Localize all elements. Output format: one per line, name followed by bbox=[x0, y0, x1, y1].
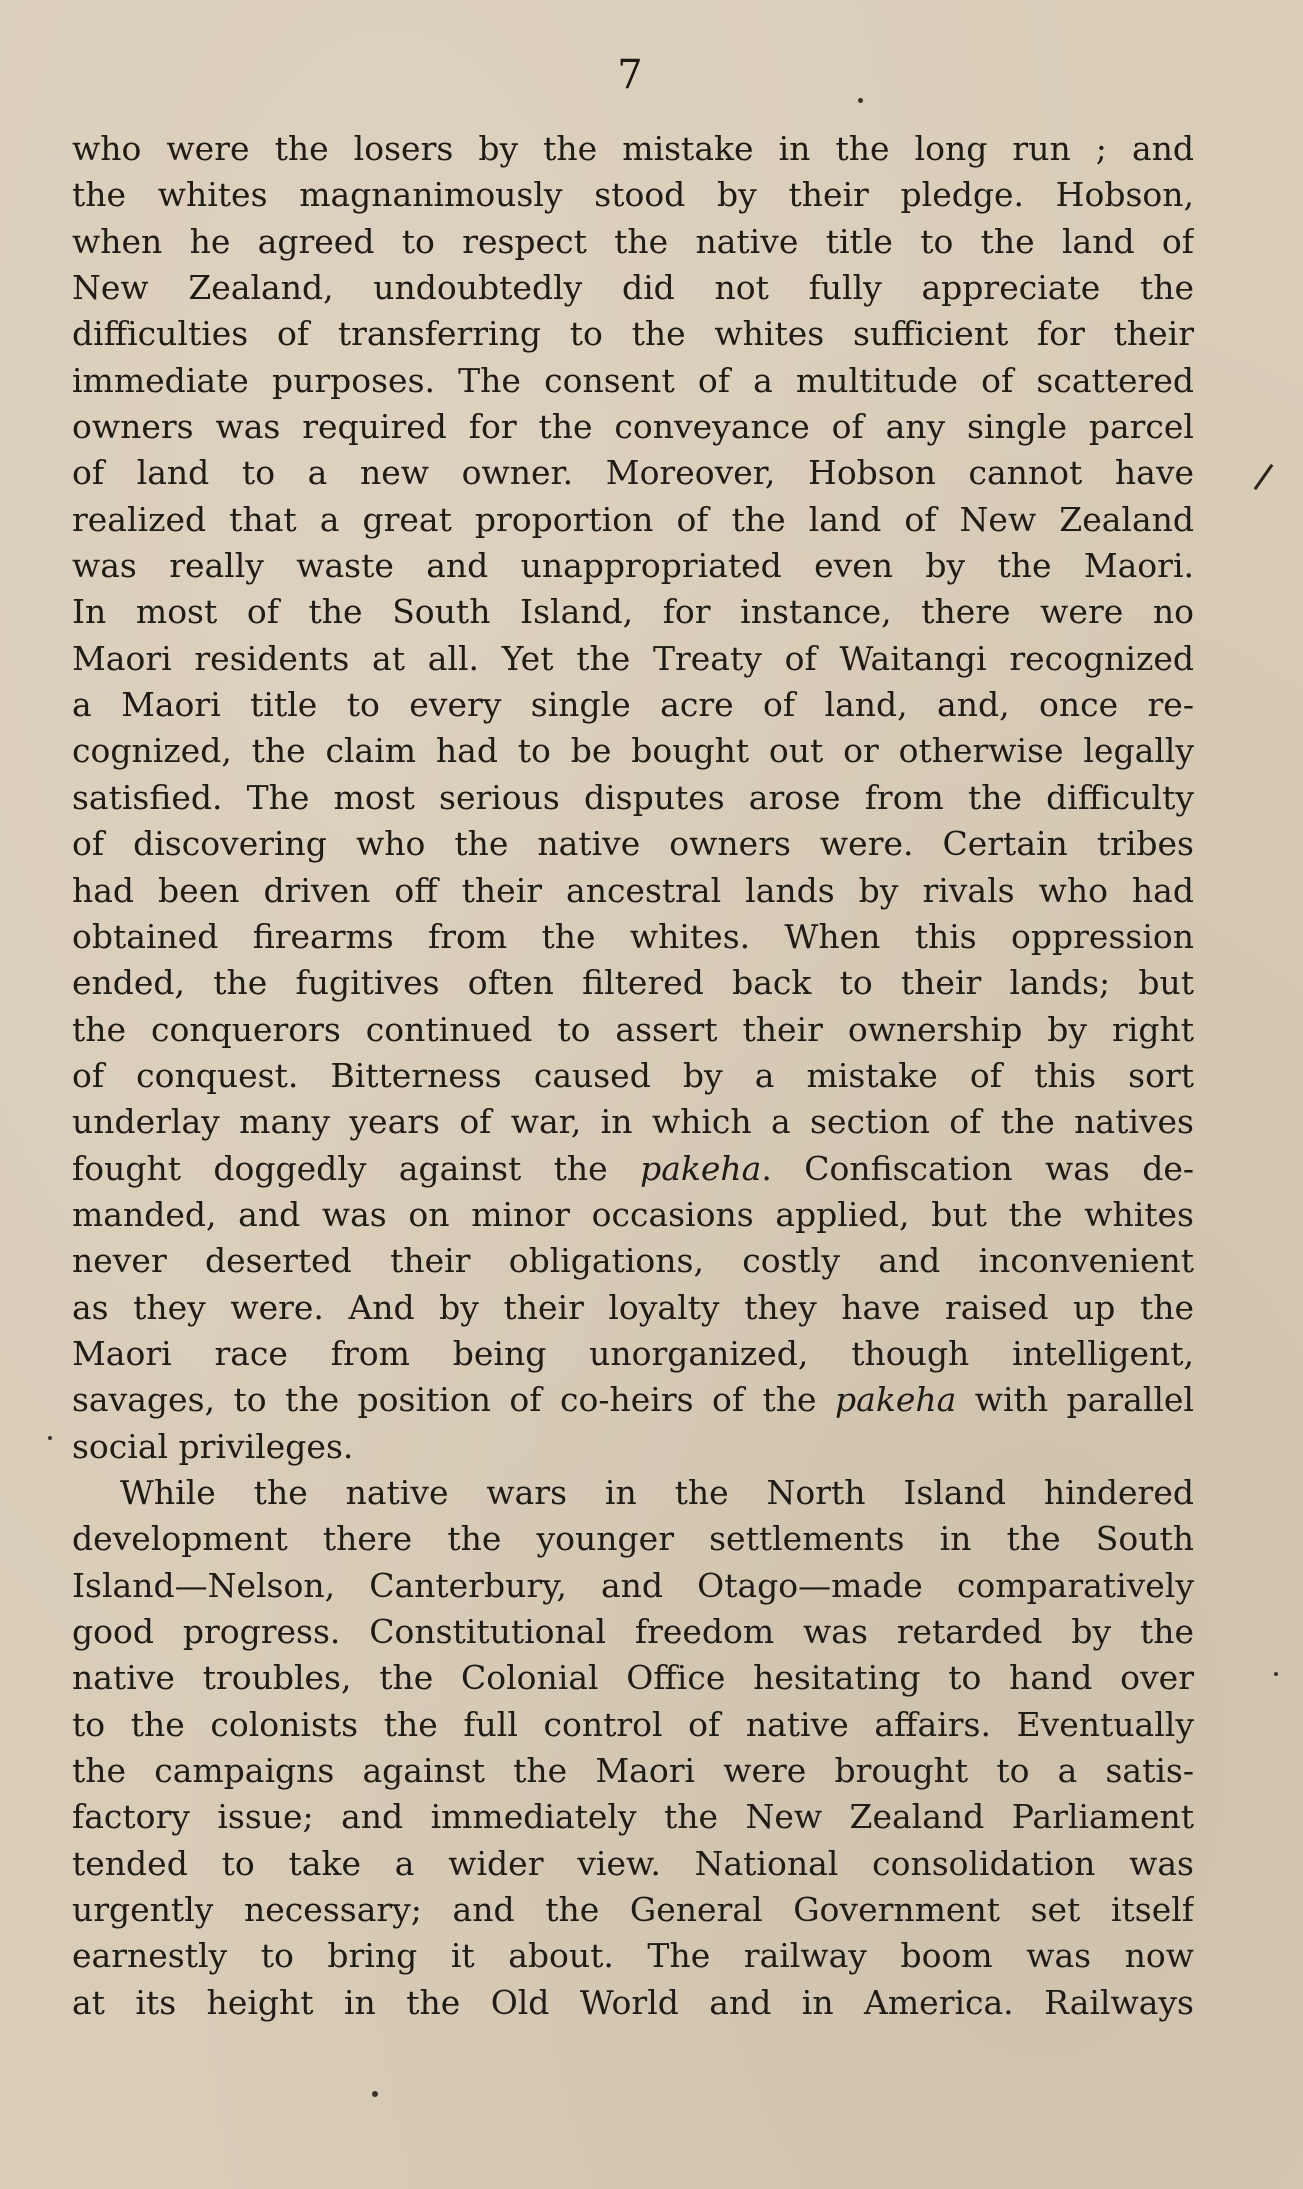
text-line: tended to take a wider view. National consolidation was bbox=[72, 1843, 1194, 1883]
text-line: the whites magnanimously stood by their pledge. Hobson, bbox=[72, 175, 1194, 215]
text-line: the conquerors continued to assert their ownership by right bbox=[72, 1009, 1194, 1049]
text-line: underlay many years of war, in which a section of the natives bbox=[72, 1102, 1194, 1142]
text-line: factory issue; and immediately the New Zealand Parliament bbox=[72, 1797, 1194, 1837]
text-line: of conquest. Bitterness caused by a mistake of this sort bbox=[72, 1055, 1194, 1095]
text-line: owners was required for the conveyance of any single parcel bbox=[72, 407, 1194, 447]
text-line: immediate purposes. The consent of a multitude of scattered bbox=[72, 360, 1194, 400]
text-line: had been driven off their ancestral lands by rivals who had bbox=[72, 870, 1194, 910]
text-line: never deserted their obligations, costly and inconvenient bbox=[72, 1241, 1194, 1281]
text-line: who were the losers by the mistake in the long run ; and bbox=[72, 129, 1194, 168]
text-line: manded, and was on minor occasions applied, but the whites bbox=[72, 1194, 1194, 1234]
body-text bbox=[72, 126, 1194, 2026]
text-line: Maori race from being unorganized, though intelligent, bbox=[72, 1333, 1194, 1373]
text-line: savages, to the position of co-heirs of the pakeha with parallel bbox=[72, 1380, 1194, 1420]
italic-word: pakeha bbox=[835, 1380, 957, 1420]
text-line: realized that a great proportion of the land of New Zealand bbox=[72, 499, 1194, 539]
text-line: development there the younger settlements in the South bbox=[72, 1519, 1194, 1559]
paper-speck bbox=[858, 98, 863, 103]
page-number: 7 bbox=[617, 52, 643, 98]
text-line: obtained firearms from the whites. When this oppression bbox=[72, 916, 1194, 956]
pencil-mark bbox=[1254, 464, 1274, 490]
text-line: fought doggedly against the pakeha. Confiscation was de- bbox=[72, 1148, 1194, 1188]
text-line: earnestly to bring it about. The railway boom was now bbox=[72, 1936, 1194, 1976]
text-line: the campaigns against the Maori were brought to a satis- bbox=[72, 1751, 1194, 1791]
text-line: of land to a new owner. Moreover, Hobson cannot have bbox=[72, 453, 1194, 493]
text-line: at its height in the Old World and in America. Railways bbox=[72, 1982, 1194, 2022]
text-line: ended, the fugitives often filtered back to their lands; but bbox=[72, 963, 1194, 1003]
text-line: Island—Nelson, Canterbury, and Otago—made comparatively bbox=[72, 1565, 1194, 1605]
text-line: good progress. Constitutional freedom was retarded by the bbox=[72, 1612, 1194, 1651]
text-line: New Zealand, undoubtedly did not fully appreciate the bbox=[72, 268, 1194, 308]
text-line: as they were. And by their loyalty they have raised up the bbox=[72, 1287, 1194, 1327]
text-line: Maori residents at all. Yet the Treaty of Waitangi recognized bbox=[72, 638, 1194, 678]
paper-speck bbox=[372, 2091, 378, 2097]
paragraph-start-line: While the native wars in the North Island hindered bbox=[120, 1472, 1194, 1512]
text-line: satisfied. The most serious disputes arose from the difficulty bbox=[72, 777, 1194, 817]
paper-speck bbox=[1274, 1672, 1278, 1676]
paper-speck bbox=[48, 1436, 52, 1440]
text-line: In most of the South Island, for instance, there were no bbox=[72, 592, 1194, 632]
text-line: cognized, the claim had to be bought out or otherwise legally bbox=[72, 731, 1194, 771]
text-line: urgently necessary; and the General Government set itself bbox=[72, 1890, 1194, 1930]
text-line: difficulties of transferring to the whites sufficient for their bbox=[72, 314, 1194, 354]
text-line: native troubles, the Colonial Office hesitating to hand over bbox=[72, 1658, 1194, 1698]
text-line: when he agreed to respect the native title to the land of bbox=[72, 221, 1194, 261]
text-line: of discovering who the native owners were. Certain tribes bbox=[72, 824, 1194, 864]
text-line: was really waste and unappropriated even by the Maori. bbox=[72, 546, 1194, 586]
text-line: a Maori title to every single acre of land, and, once re- bbox=[72, 685, 1194, 725]
paragraph-end-line: social privileges. bbox=[72, 1426, 354, 1466]
text-line: to the colonists the full control of native affairs. Eventually bbox=[72, 1704, 1194, 1744]
italic-word: pakeha bbox=[640, 1148, 762, 1188]
